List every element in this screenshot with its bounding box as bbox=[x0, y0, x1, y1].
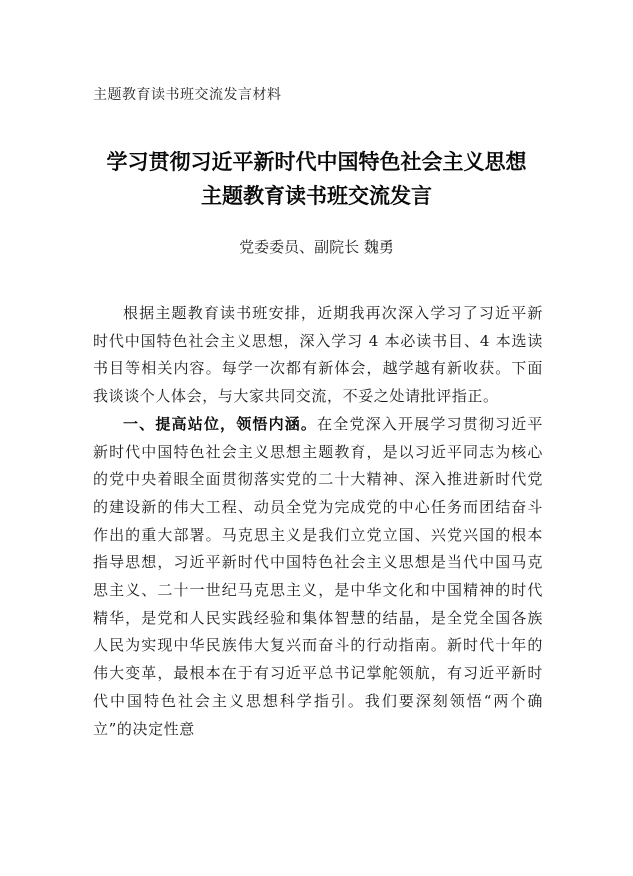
document-title-line-1: 学习贯彻习近平新时代中国特色社会主义思想 bbox=[106, 150, 527, 174]
section-1-text: 在全党深入开展学习贯彻习近平新时代中国特色社会主义思想主题教育，是以习近平同志为核心的党中央着眼全面贯彻落实党的二十大精神、深入推进新时代党的建设新的伟大工程、动员全党为完成党的中心任务而团结奋斗作出的重大部署。马克思主义是我们立党立国、兴党兴国的根本指导思想，习近平新时代中国特色社会主义思想是当代中国马克思主义、二十一世纪马克思主义，是中华文化和中国精神的时代精华，是党和人民实践经验和集体智慧的结晶，是全党全国各族人民为实现中华民族伟大复兴而奋斗的行动指南。新时代十年的伟大变革，最根本在于有习近平总书记掌舵领航，有习近平新时代中国特色社会主义思想科学指引。我们要深刻领悟“两个确立”的决定性意 bbox=[93, 414, 543, 738]
section-1-paragraph bbox=[93, 411, 543, 743]
section-1-heading: 一、提高站位，领悟内涵。 bbox=[123, 414, 318, 433]
document-header-label: 主题教育读书班交流发言材料 bbox=[93, 87, 282, 103]
author-line: 党委委员、副院长 魏勇 bbox=[239, 238, 394, 256]
intro-paragraph: 根据主题教育读书班安排，近期我再次深入学习了习近平新时代中国特色社会主义思想，深入学习 4 本必读书目、4 本选读书目等相关内容。每学一次都有新体会，越学越有新收获。下面我谈谈个人体会，与大家共同交流，不妥之处请批评指正。 bbox=[93, 304, 543, 406]
document-body bbox=[93, 300, 543, 743]
document-title-line-2: 主题教育读书班交流发言 bbox=[201, 184, 432, 208]
